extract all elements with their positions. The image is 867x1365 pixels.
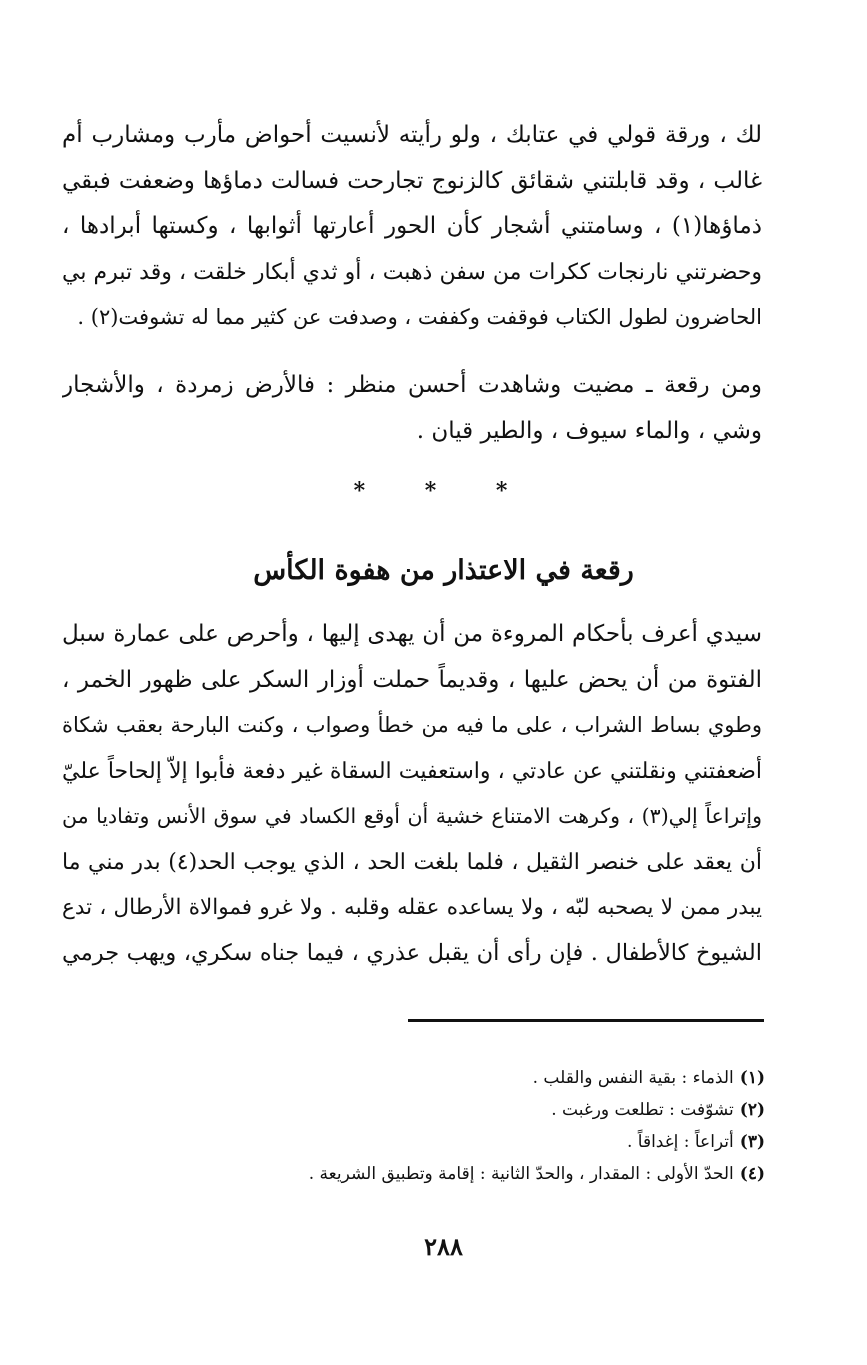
footnote: [65, 1062, 765, 1094]
text-line: يبدر ممن لا يصحبه لبّه ، ولا يساعده عقله وقلبه . ولا غرو فموالاة الأرطال ، تدع: [62, 895, 762, 920]
text-line: لك ، ورقة قولي في عتابك ، ولو رأيته لأنسيت أحواض مأرب ومشارب أم: [62, 122, 762, 148]
paragraph-another-letter: [62, 363, 762, 454]
footnote-number: (١): [739, 1068, 765, 1088]
text-line: أضعفتني ونقلتني عن عادتي ، واستعفيت السقاة غير دفعة فأبوا إلاّ إلحاحاً عليّ: [62, 758, 762, 784]
footnote-number: (٢): [739, 1100, 765, 1120]
text-line: وطوي بساط الشراب ، على ما فيه من خطأ وصواب ، وكنت البارحة بعقب شكاة: [62, 713, 762, 737]
footnote-number: (٤): [739, 1164, 765, 1184]
footnote-text: أتراعاً : إغداقاً .: [626, 1132, 734, 1152]
text-line: وحضرتني نارنجات ككرات من سفن ذهبت ، أو ثدي أبكار خلقت ، وقد تبرم بي: [62, 259, 762, 285]
text-line: وإتراعاً إلي(٣) ، وكرهت الامتناع خشية أن أوقع الكساد في سوق الأنس وتفاديا من: [62, 804, 762, 828]
footnote-text: تشوّفت : تطلعت ورغبت .: [551, 1100, 734, 1120]
text-line: سيدي أعرف بأحكام المروءة من أن يهدى إليها ، وأحرص على عمارة سبل: [62, 621, 762, 647]
footnote-number: (٣): [739, 1132, 765, 1152]
text-line: ذماؤها(١) ، وسامتني أشجار كأن الحور أعارتها أثوابها ، وكستها أبرادها ،: [62, 213, 762, 239]
footnote: [65, 1126, 765, 1158]
section-ornament: * * *: [353, 478, 534, 504]
text-line: غالب ، وقد قابلتني شقائق كالزنوج تجارحت فسالت دماؤها وضعفت فبقي: [62, 167, 762, 194]
text-line: الشيوخ كالأطفال . فإن رأى أن يقبل عذري ، فيما جناه سكري، ويهب جرمي: [62, 939, 762, 966]
text-line: وشي ، والماء سيوف ، والطير قيان .: [416, 417, 762, 444]
section-heading: رقعة في الاعتذار من هفوة الكأس: [253, 555, 634, 586]
footnote: [65, 1094, 765, 1126]
text-line: الفتوة من أن يحض عليها ، وقديماً حملت أوزار السكر على ظهور الخمر ،: [62, 666, 762, 693]
page-number: ٢٨٨: [424, 1232, 463, 1261]
footnotes-list: [65, 1062, 765, 1190]
text-line: أن يعقد على خنصر الثقيل ، فلما بلغت الحد ، الذي يوجب الحد(٤) بدر مني ما: [62, 849, 762, 875]
paragraph-letter-continuation: [62, 113, 762, 341]
footnote-text: الحدّ الأولى : المقدار ، والحدّ الثانية : إقامة وتطبيق الشريعة .: [308, 1164, 734, 1184]
footnote-separator-rule: [408, 1019, 764, 1022]
text-line: الحاضرون لطول الكتاب فوقفت وكففت ، وصدفت عن كثير مما له تشوفت(٢) .: [77, 305, 762, 329]
footnote: [65, 1158, 765, 1190]
paragraph-apology-letter: [62, 612, 762, 976]
text-line: ومن رقعة ـ مضيت وشاهدت أحسن منظر : فالأرض زمردة ، والأشجار: [62, 372, 762, 398]
footnote-text: الذماء : بقية النفس والقلب .: [532, 1068, 734, 1088]
